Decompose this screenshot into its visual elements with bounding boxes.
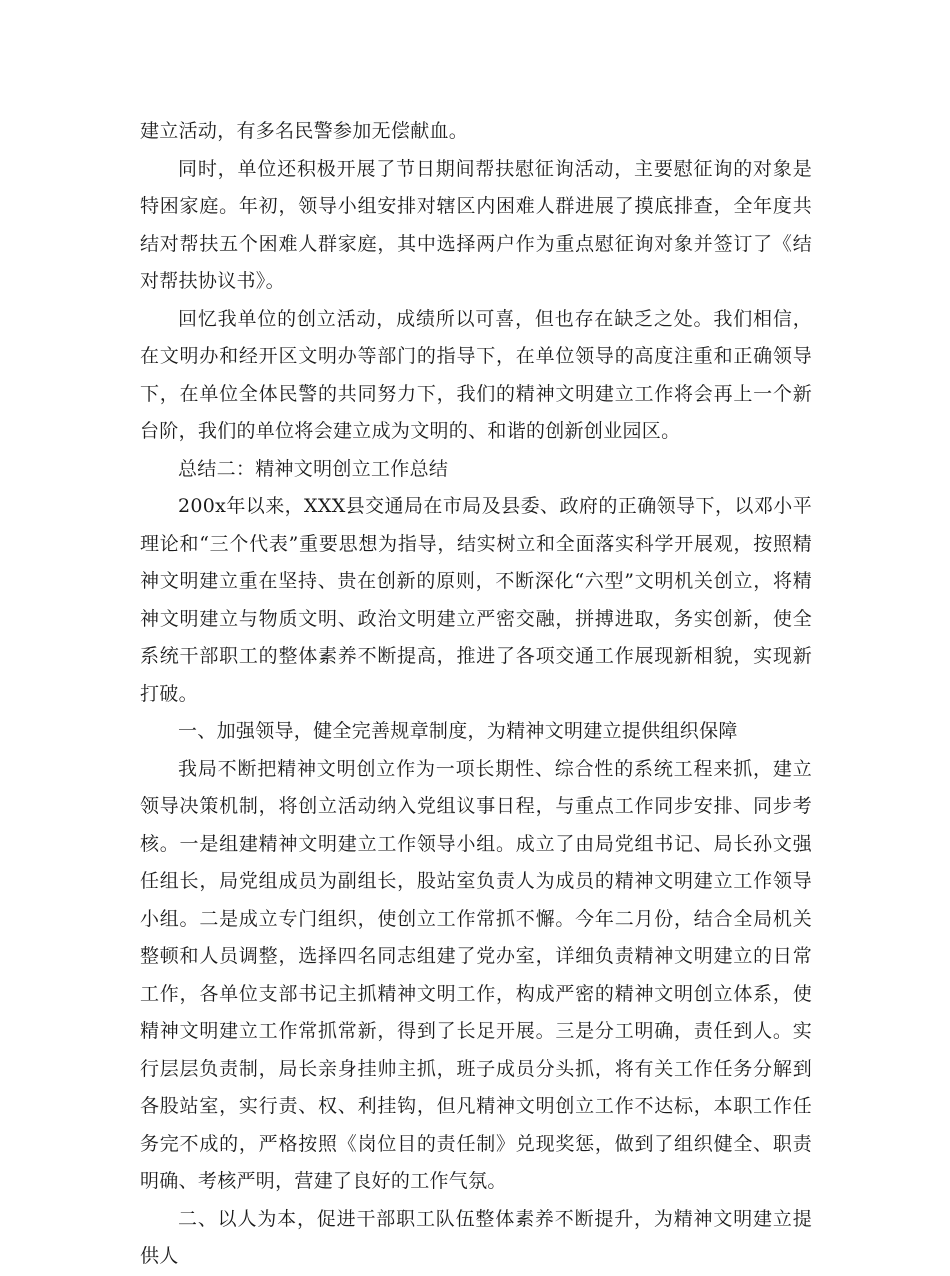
section-heading-one: 一、加强领导，健全完善规章制度，为精神文明建立提供组织保障 <box>178 720 738 742</box>
paragraph-5: 200x年以来，XXX县交通局在市局及县委、政府的正确领导下，以邓小平理论和“三个代表”重要思想为指导，结实树立和全面落实科学开展观，按照精神文明建立重在坚持、贵在创新的原则，不断深化“六型”文明机关创立，将精神文明建立与物质文明、政治文明建立严密交融，拼搏进取，务实创新，使全系统干部职工的整体素养不断提高，推进了各项交通工作展现新相貌，实现新打破。 <box>140 495 812 705</box>
paragraph-2: 同时，单位还积极开展了节日期间帮扶慰征询活动，主要慰征询的对象是特困家庭。年初，领导小组安排对辖区内困难人群进展了摸底排查，全年度共结对帮扶五个困难人群家庭，其中选择两户作为重点慰征询对象并签订了《结对帮扶协议书》。 <box>140 157 812 292</box>
paragraph-3: 回忆我单位的创立活动，成绩所以可喜，但也存在缺乏之处。我们相信，在文明办和经开区文明办等部门的指导下，在单位领导的高度注重和正确领导下，在单位全体民警的共同努力下，我们的精神文明建立工作将会再上一个新台阶，我们的单位将会建立成为文明的、和谐的创新创业园区。 <box>140 307 812 442</box>
paragraph-1: 建立活动，有多名民警参加无偿献血。 <box>140 120 469 142</box>
document-body <box>140 113 812 1276</box>
section-heading-summary-two: 总结二：精神文明创立工作总结 <box>178 457 449 480</box>
paragraph-7: 我局不断把精神文明创立作为一项长期性、综合性的系统工程来抓，建立领导决策机制，将创立活动纳入党组议事日程，与重点工作同步安排、同步考核。一是组建精神文明建立工作领导小组。成立了由局党组书记、局长孙文强任组长，局党组成员为副组长，股站室负责人为成员的精神文明建立工作领导小组。二是成立专门组织，使创立工作常抓不懈。今年二月份，结合全局机关整顿和人员调整，选择四名同志组建了党办室，详细负责精神文明建立的日常工作，各单位支部书记主抓精神文明工作，构成严密的精神文明创立体系，使精神文明建立工作常抓常新，得到了长足开展。三是分工明确，责任到人。实行层层负责制，局长亲身挂帅主抓，班子成员分头抓，将有关工作任务分解到各股站室，实行责、权、利挂钩，但凡精神文明创立工作不达标，本职工作任务完不成的，严格按照《岗位目的责任制》兑现奖惩，做到了组织健全、职责明确、考核严明，营建了良好的工作气氛。 <box>140 757 812 1192</box>
section-heading-two: 二、以人为本，促进干部职工队伍整体素养不断提升，为精神文明建立提供人 <box>140 1207 812 1267</box>
